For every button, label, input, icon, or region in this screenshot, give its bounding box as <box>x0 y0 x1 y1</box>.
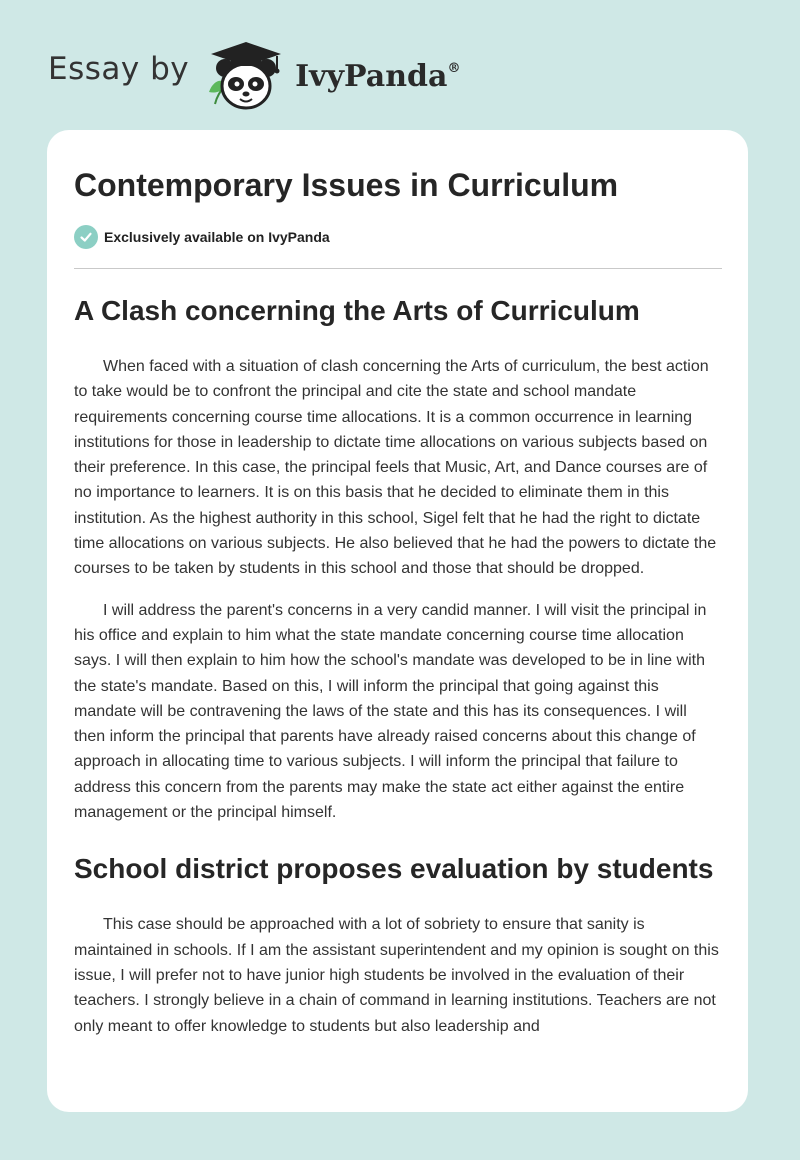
brand-prefix: Essay by <box>48 51 190 87</box>
brand-name: IvyPanda® <box>295 58 461 94</box>
check-icon <box>74 225 98 249</box>
paragraph: This case should be approached with a lot of sobriety to ensure that sanity is maintained in schools. If I am the assistant superintendent and my opinion is sought on this issue, I will prefer not to have junior high students be involved in the evaluation of their teachers. I strongly believe in a chain of command in learning institutions. Teachers are not only meant to offer knowledge to students but also leadership and <box>74 916 719 1035</box>
title-divider <box>74 268 722 269</box>
panda-logo-icon <box>203 34 289 114</box>
essay-card <box>47 130 748 1112</box>
section-heading: School district proposes evaluation by students <box>74 853 714 885</box>
site-brand[interactable] <box>48 34 460 114</box>
paragraph: I will address the parent's concerns in a very candid manner. I will visit the principal in his office and explain to him what the state mandate concerning course time allocation says. I will then explain to him how the school's mandate was developed to be in line with the state's mandate. Based on this, I will inform the principal that going against this mandate will be contravening the laws of the state and this has its consequences. I will then inform the principal that parents have already raised concerns about this change of approach in allocating time to various subjects. I will inform the principal that failure to address this concern from the parents may make the state act either against the entire management or the principal himself. <box>74 601 707 822</box>
page-title: Contemporary Issues in Curriculum <box>74 167 619 203</box>
exclusive-badge <box>74 225 722 249</box>
paragraph: When faced with a situation of clash concerning the Arts of curriculum, the best action to take would be to confront the principal and cite the state and school mandate requirements concerning course time allocations. It is a common occurrence in learning institutions for those in leadership to dictate time allocations on various subjects based on their preference. In this case, the principal feels that Music, Art, and Dance courses are of no importance to learners. It is on this basis that he decided to eliminate them in this institution. As the highest authority in this school, Sigel felt that he had the right to dictate time allocations on various subjects. He also believed that he had the powers to dictate the courses to be taken by students in this school and those that should be dropped. <box>74 358 717 578</box>
exclusive-badge-label: Exclusively available on IvyPanda <box>104 229 330 245</box>
registered-mark: ® <box>447 60 461 76</box>
section-heading: A Clash concerning the Arts of Curriculum <box>74 295 640 326</box>
